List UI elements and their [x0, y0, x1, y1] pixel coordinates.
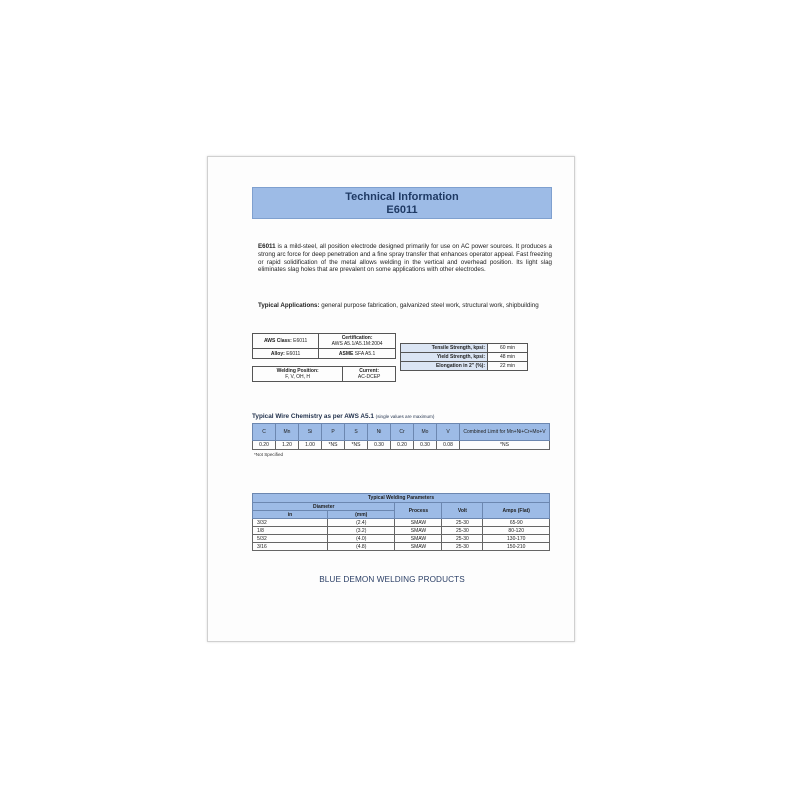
chemistry-title [252, 413, 434, 420]
table-cell: 0.08 [437, 441, 460, 450]
table-row [253, 543, 550, 551]
current-cell [343, 367, 396, 382]
title-banner [252, 187, 552, 219]
diameter-header: Diameter [253, 503, 395, 511]
col-header: S [345, 424, 368, 441]
chemistry-table [252, 423, 550, 450]
position-cell [253, 367, 343, 382]
table-cell: (4.8) [328, 543, 395, 551]
table-cell: SMAW [395, 527, 442, 535]
table-row [253, 527, 550, 535]
table-cell: 3/16 [253, 543, 328, 551]
welding-title: Typical Welding Parameters [253, 494, 550, 503]
table-cell: *NS [345, 441, 368, 450]
alloy-cell [253, 349, 319, 359]
position-label: Welding Position: [276, 368, 319, 374]
table-cell: 0.20 [391, 441, 414, 450]
table-cell: 0.30 [414, 441, 437, 450]
document-sheet [207, 156, 575, 642]
col-header: Cr [391, 424, 414, 441]
alloy-label: Alloy: [270, 350, 285, 357]
table-row [253, 535, 550, 543]
chemistry-header-row [253, 424, 550, 441]
current-value: AC-DCEP [357, 374, 381, 380]
tensile-value: 60 min [488, 344, 528, 353]
certification-label: Certification: [341, 335, 373, 341]
intro-paragraph [258, 243, 552, 274]
col-header: Si [299, 424, 322, 441]
table-cell: 5/32 [253, 535, 328, 543]
intro-lead: E6011 [258, 243, 276, 250]
col-header: Combined Limit for Mn+Ni+Cr+Mo+V [460, 424, 550, 441]
current-label: Current: [359, 368, 379, 374]
table-cell: 80-120 [483, 527, 550, 535]
col-header: C [253, 424, 276, 441]
table-row [253, 519, 550, 527]
footer-brand: BLUE DEMON WELDING PRODUCTS [319, 575, 465, 584]
in-header: in [253, 511, 328, 519]
certification-value: AWS A5.1/A5.1M:2004 [331, 341, 383, 347]
table-cell: SMAW [395, 519, 442, 527]
table-cell: (2.4) [328, 519, 395, 527]
elongation-label: Elongation in 2" (%): [401, 362, 488, 371]
table-cell: 25-30 [442, 543, 483, 551]
tensile-label: Tensile Strength, kpsi: [401, 344, 488, 353]
aws-class-cell [253, 334, 319, 349]
spec-table [252, 333, 396, 359]
table-cell: (3.2) [328, 527, 395, 535]
table-row [401, 353, 528, 362]
not-specified-footnote: *Not Specified [254, 452, 284, 457]
asme-label: ASME [338, 350, 354, 357]
table-cell: 0.20 [253, 441, 276, 450]
asme-value: SFA A5.1 [354, 350, 376, 357]
title-line-1: Technical Information [345, 191, 459, 203]
table-cell: 1.20 [276, 441, 299, 450]
applications-text: general purpose fabrication, galvanized steel work, structural work, shipbuilding [319, 302, 539, 309]
table-cell: 25-30 [442, 527, 483, 535]
intro-text: is a mild-steel, all position electrode designed primarily for use on AC power sources. It produces a strong arc force for deep penetration and a fine spray transfer that enhances operator appeal. Fast freezing or rapid solidification of the metal allows welding in the vertical and overhead position. Its light slag eliminates slag holes that are prevalent on some applications with other electrodes. [258, 243, 552, 274]
title-line-2: E6011 [386, 204, 418, 216]
amps-header: Amps (Flat) [483, 503, 550, 519]
position-current-table [252, 366, 396, 382]
aws-class-label: AWS Class: [263, 338, 292, 344]
position-value: F, V, OH, H [285, 374, 311, 380]
table-cell: 130-170 [483, 535, 550, 543]
col-header: V [437, 424, 460, 441]
yield-label: Yield Strength, kpsi: [401, 353, 488, 362]
alloy-value: E6011 [286, 350, 301, 357]
aws-class-value: E6011 [293, 338, 308, 344]
mechanical-properties-table [400, 343, 528, 371]
yield-value: 48 min [488, 353, 528, 362]
asme-cell [319, 349, 396, 359]
certification-cell [319, 334, 396, 349]
table-cell: 1/8 [253, 527, 328, 535]
chemistry-title-text: Typical Wire Chemistry as per AWS A5.1 [252, 413, 374, 420]
table-cell: 1.00 [299, 441, 322, 450]
table-cell: *NS [460, 441, 550, 450]
welding-title-row [253, 494, 550, 503]
chemistry-note: (single values are maximum) [375, 414, 435, 419]
applications-label: Typical Applications: [258, 302, 320, 309]
welding-header-row [253, 503, 550, 511]
table-cell: 150-210 [483, 543, 550, 551]
table-row [401, 344, 528, 353]
table-cell: SMAW [395, 543, 442, 551]
table-cell: SMAW [395, 535, 442, 543]
volt-header: Volt [442, 503, 483, 519]
table-cell: 25-30 [442, 519, 483, 527]
mm-header: (mm) [328, 511, 395, 519]
col-header: Mn [276, 424, 299, 441]
table-cell: 3/32 [253, 519, 328, 527]
table-cell: 0.30 [368, 441, 391, 450]
col-header: Ni [368, 424, 391, 441]
typical-applications [258, 302, 552, 310]
table-cell: 25-30 [442, 535, 483, 543]
table-cell: *NS [322, 441, 345, 450]
welding-parameters-table [252, 493, 550, 551]
table-cell: 65-90 [483, 519, 550, 527]
chemistry-value-row [253, 441, 550, 450]
table-cell: (4.0) [328, 535, 395, 543]
process-header: Process [395, 503, 442, 519]
table-row [401, 362, 528, 371]
col-header: Mo [414, 424, 437, 441]
col-header: P [322, 424, 345, 441]
elongation-value: 22 min [488, 362, 528, 371]
